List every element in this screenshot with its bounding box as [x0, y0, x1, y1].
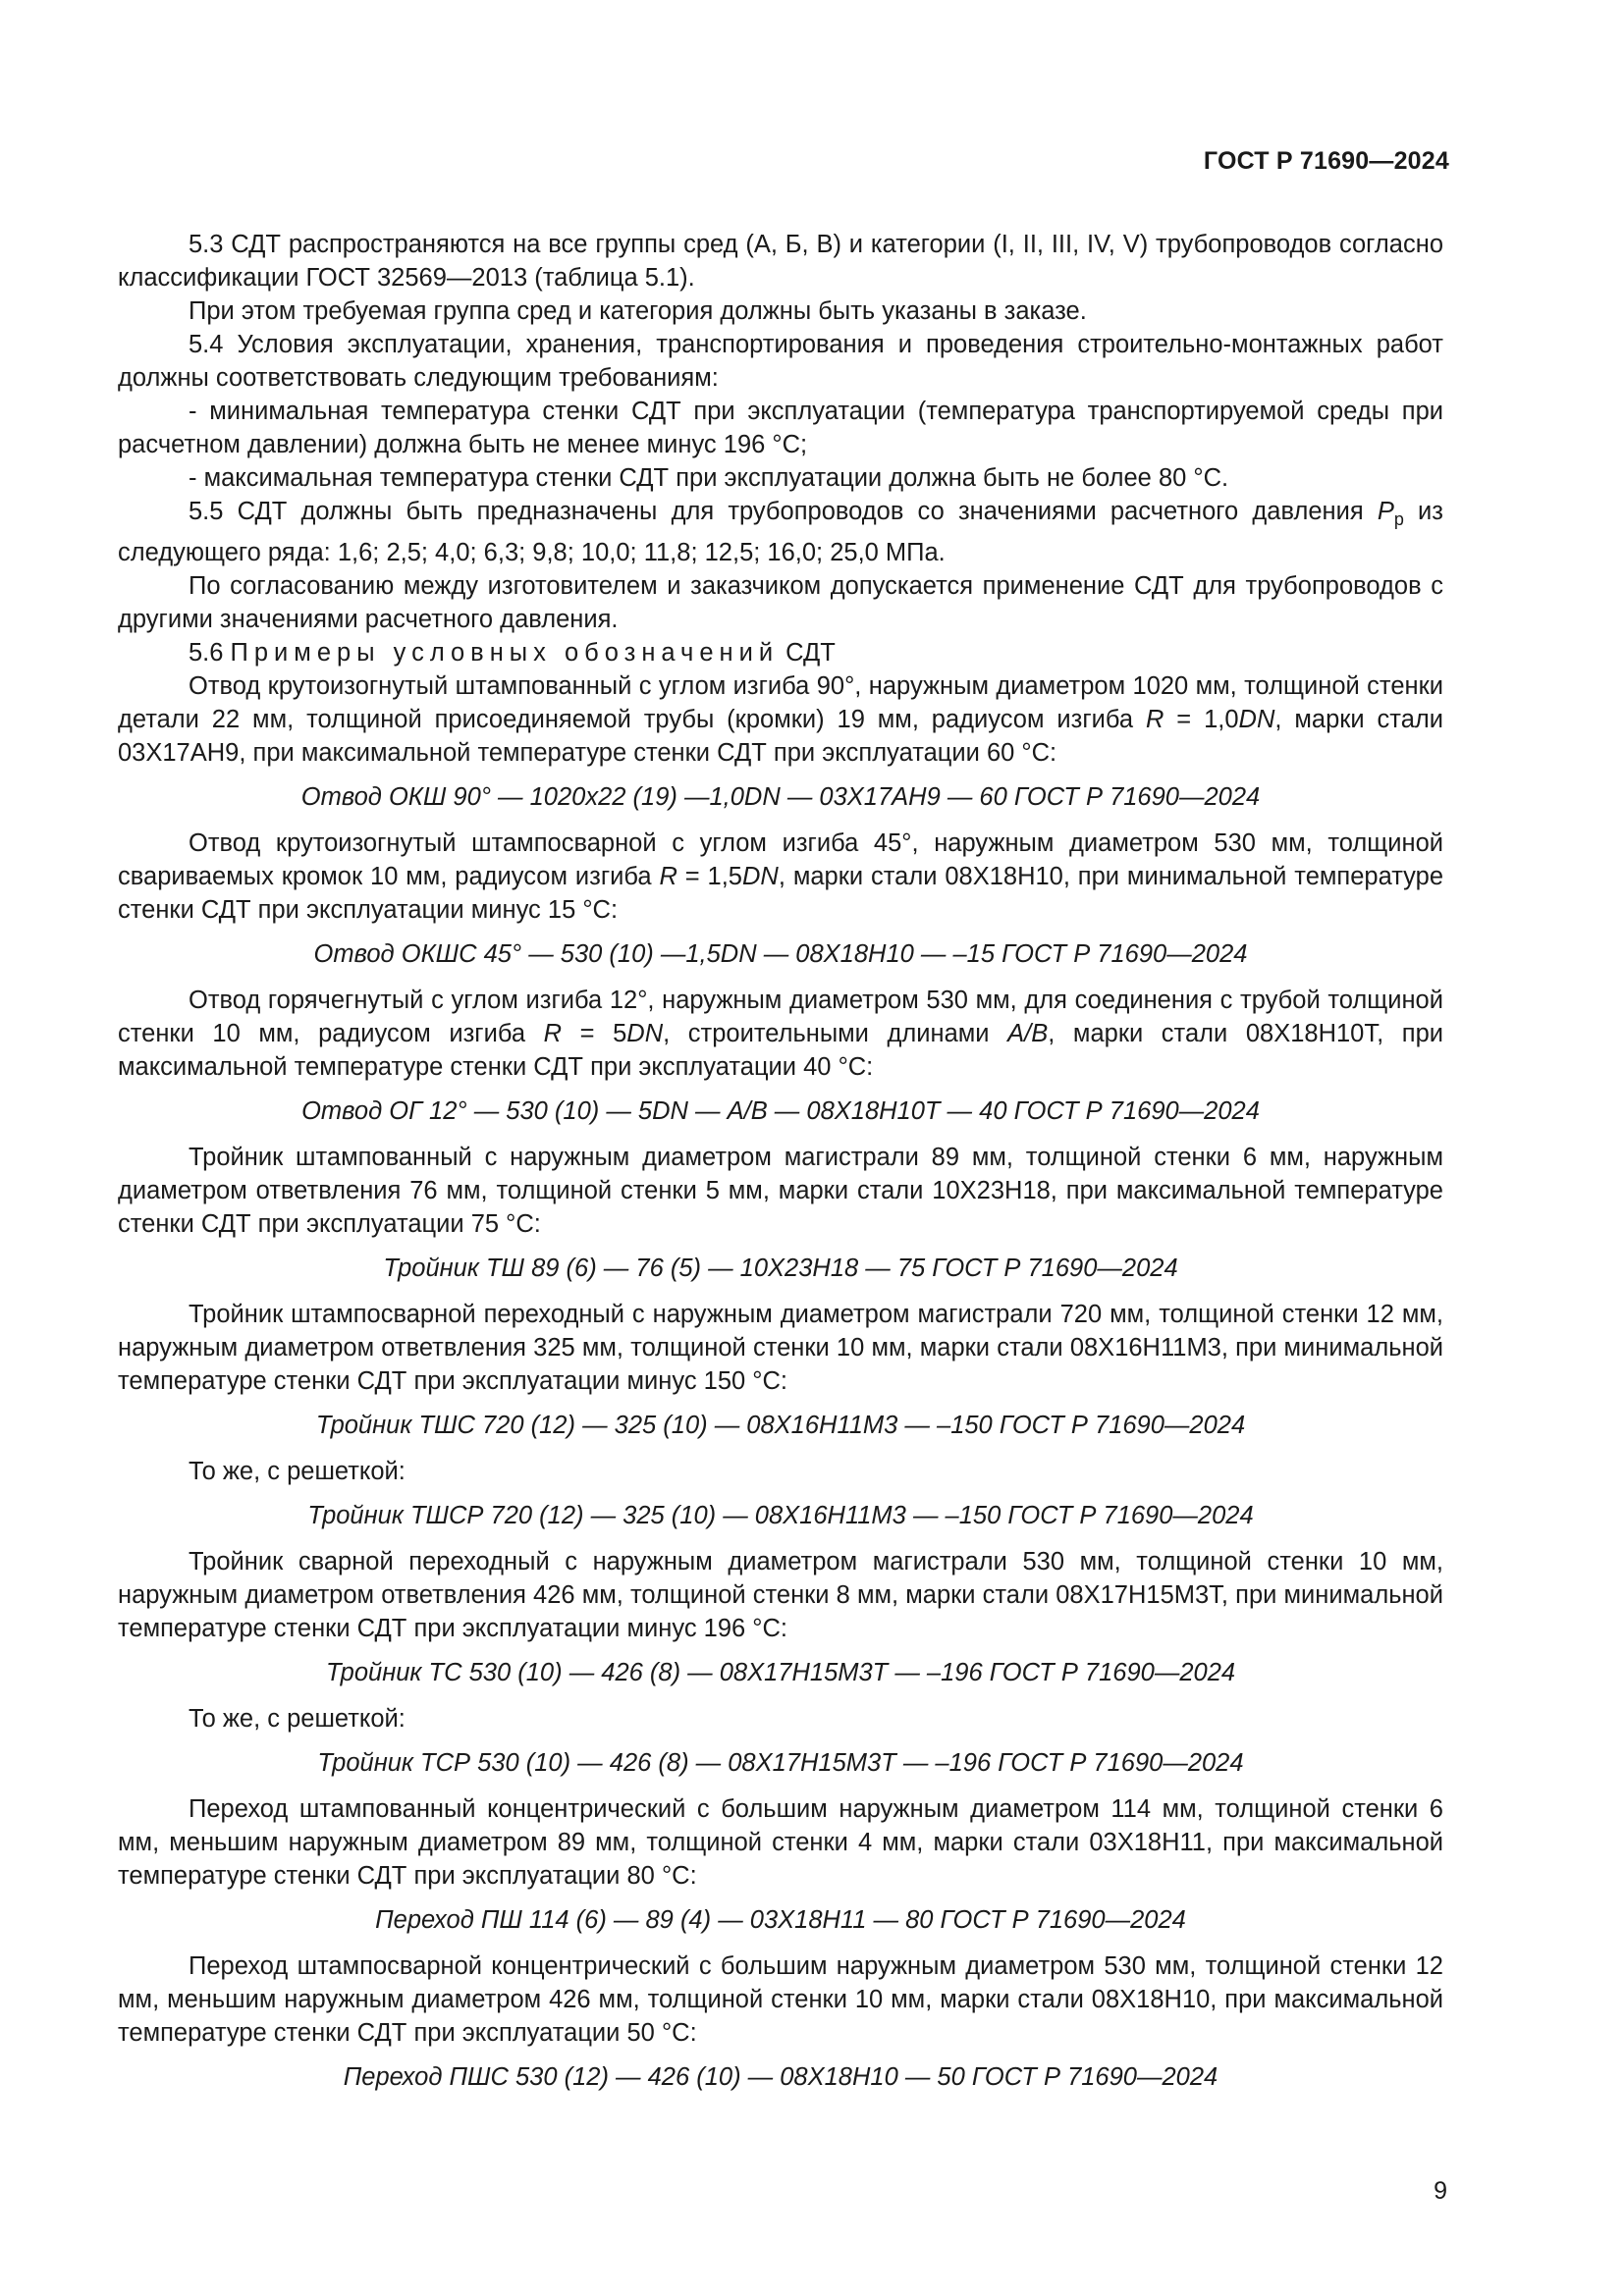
- clause-5-6-tail: СДТ: [779, 639, 836, 667]
- clause-5-6-heading: [118, 636, 1443, 669]
- example-italic: А/В: [1007, 1020, 1049, 1047]
- example-text: = 5: [562, 1020, 627, 1047]
- example-description: Переход штампованный концентрический с большим наружным диаметром 114 мм, толщиной стенки 6 мм, меньшим наружным диаметром 89 мм, толщиной стенки 4 мм, марки стали 03Х18Н11, при максимальной температуре стенки СДТ при эксплуатации 80 °С:: [118, 1795, 1443, 1890]
- clause-5-6-number: 5.6: [189, 639, 231, 667]
- example-text: , строительными длинами: [663, 1020, 1008, 1047]
- example-designation: Переход ПШС 530 (12) — 426 (10) — 08Х18Н10 — 50 ГОСТ Р 71690—2024: [343, 2063, 1218, 2091]
- example-text: Отвод крутоизогнутый штампованный с углом изгиба 90°, наружным диаметром 1020 мм, толщиной стенки детали 22 мм, толщиной присоединяемой трубы (кромки) 19 мм, радиусом изгиба: [118, 672, 1443, 733]
- example-description: То же, с решеткой:: [189, 1705, 406, 1733]
- example-designation: Переход ПШ 114 (6) — 89 (4) — 03Х18Н11 — 80 ГОСТ Р 71690—2024: [375, 1906, 1186, 1934]
- clause-5-3: 5.3 СДТ распространяются на все группы сред (А, Б, В) и категории (I, II, III, IV, V) трубопроводов согласно классификации ГОСТ 32569—2013 (таблица 5.1).: [118, 231, 1443, 292]
- clause-5-5: [118, 495, 1443, 569]
- example-italic: DN: [742, 863, 779, 890]
- example-italic: DN: [1238, 706, 1275, 733]
- page-number: 9: [1434, 2177, 1447, 2205]
- document-body: [118, 228, 1443, 2107]
- example-italic: DN: [626, 1020, 664, 1047]
- example-designation: Тройник ТШС 720 (12) — 325 (10) — 08Х16Н11М3 — –150 ГОСТ Р 71690—2024: [315, 1412, 1246, 1439]
- example-designation: Отвод ОКШ 90° — 1020x22 (19) —1,0DN — 03Х17АН9 — 60 ГОСТ Р 71690—2024: [300, 783, 1261, 811]
- example-italic: R: [1145, 706, 1164, 733]
- clause-5-4-item-max-temp: - максимальная температура стенки СДТ при эксплуатации должна быть не более 80 °С.: [189, 464, 1229, 492]
- example-italic: R: [543, 1020, 563, 1047]
- clause-5-4: 5.4 Условия эксплуатации, хранения, транспортирования и проведения строительно-монтажных работ должны соответствовать следующим требованиям:: [118, 331, 1443, 392]
- pressure-subscript: р: [1393, 509, 1404, 529]
- example-text: Отвод крутоизогнутый штампосварной с углом изгиба 45°, наружным диаметром 530 мм, толщиной свариваемых кромок 10 мм, радиусом изгиба: [118, 829, 1443, 890]
- clause-5-3-note: При этом требуемая группа сред и категория должны быть указаны в заказе.: [189, 297, 1087, 325]
- clause-5-6-title: Примеры условных обозначений: [230, 639, 780, 667]
- example-description: Тройник сварной переходный с наружным диаметром магистрали 530 мм, толщиной стенки 10 мм, наружным диаметром ответвления 426 мм, толщиной стенки 8 мм, марки стали 08Х17Н15М3Т, при минимальной температуре стенки СДТ при эксплуатации минус 196 °С:: [118, 1548, 1443, 1642]
- example-designation: Отвод ОГ 12° — 530 (10) — 5DN — А/В — 08Х18Н10Т — 40 ГОСТ Р 71690—2024: [301, 1097, 1260, 1125]
- clause-5-5-note: По согласованию между изготовителем и заказчиком допускается применение СДТ для трубопроводов с другими значениями расчетного давления.: [118, 572, 1443, 633]
- example-text: , марки стали 08Х18Н10, при минимальной температуре стенки СДТ при эксплуатации минус 15 °С:: [118, 863, 1443, 924]
- example-text: Отвод горячегнутый с углом изгиба 12°, наружным диаметром 530 мм, для соединения с трубой толщиной стенки 10 мм, радиусом изгиба: [118, 987, 1443, 1047]
- example-description: Тройник штампованный с наружным диаметром магистрали 89 мм, толщиной стенки 6 мм, наружным диаметром ответвления 76 мм, толщиной стенки 5 мм, марки стали 10Х23Н18, при максимальной температуре стенки СДТ при эксплуатации 75 °С:: [118, 1144, 1443, 1238]
- example-description: То же, с решеткой:: [189, 1458, 406, 1485]
- example-description: [118, 984, 1443, 1084]
- example-designation: Отвод ОКШС 45° — 530 (10) —1,5DN — 08Х18Н10 — –15 ГОСТ Р 71690—2024: [313, 940, 1248, 968]
- example-designation: Тройник ТШ 89 (6) — 76 (5) — 10Х23Н18 — 75 ГОСТ Р 71690—2024: [383, 1255, 1178, 1282]
- example-italic: R: [659, 863, 677, 890]
- example-designation: Тройник ТС 530 (10) — 426 (8) — 08Х17Н15М3Т — –196 ГОСТ Р 71690—2024: [325, 1659, 1236, 1686]
- example-description: [118, 669, 1443, 770]
- clause-5-5-text-a: 5.5 СДТ должны быть предназначены для трубопроводов со значениями расчетного давления: [189, 498, 1378, 525]
- example-description: [118, 827, 1443, 927]
- example-description: Переход штампосварной концентрический с большим наружным диаметром 530 мм, толщиной стенки 12 мм, меньшим наружным диаметром 426 мм, толщиной стенки 10 мм, марки стали 08Х18Н10, при максимальной температуре стенки СДТ при эксплуатации 50 °С:: [118, 1952, 1443, 2047]
- document-code-header: ГОСТ Р 71690—2024: [1203, 147, 1449, 175]
- clause-5-4-item-min-temp: - минимальная температура стенки СДТ при эксплуатации (температура транспортируемой среды при расчетном давлении) должна быть не менее минус 196 °С;: [118, 398, 1443, 458]
- example-text: = 1,5: [677, 863, 742, 890]
- pressure-symbol: P: [1377, 498, 1394, 525]
- example-designation: Тройник ТСР 530 (10) — 426 (8) — 08Х17Н15М3Т — –196 ГОСТ Р 71690—2024: [317, 1749, 1244, 1777]
- example-text: , марки стали 03Х17АН9, при максимальной температуре стенки СДТ при эксплуатации 60 °С:: [118, 706, 1444, 767]
- example-designation: Тройник ТШСР 720 (12) — 325 (10) — 08Х16Н11М3 — –150 ГОСТ Р 71690—2024: [307, 1502, 1254, 1529]
- clause-5-5-text-b: из следующего ряда: 1,6; 2,5; 4,0; 6,3; 9,8; 10,0; 11,8; 12,5; 16,0; 25,0 МПа.: [118, 498, 1443, 566]
- example-description: Тройник штампосварной переходный с наружным диаметром магистрали 720 мм, толщиной стенки 12 мм, наружным диаметром ответвления 325 мм, толщиной стенки 10 мм, марки стали 08Х16Н11М3, при минимальной температуре стенки СДТ при эксплуатации минус 150 °С:: [118, 1301, 1443, 1395]
- example-text: , марки стали 08Х18Н10Т, при максимальной температуре стенки СДТ при эксплуатации 40 °С:: [118, 1020, 1443, 1081]
- example-text: = 1,0: [1164, 706, 1239, 733]
